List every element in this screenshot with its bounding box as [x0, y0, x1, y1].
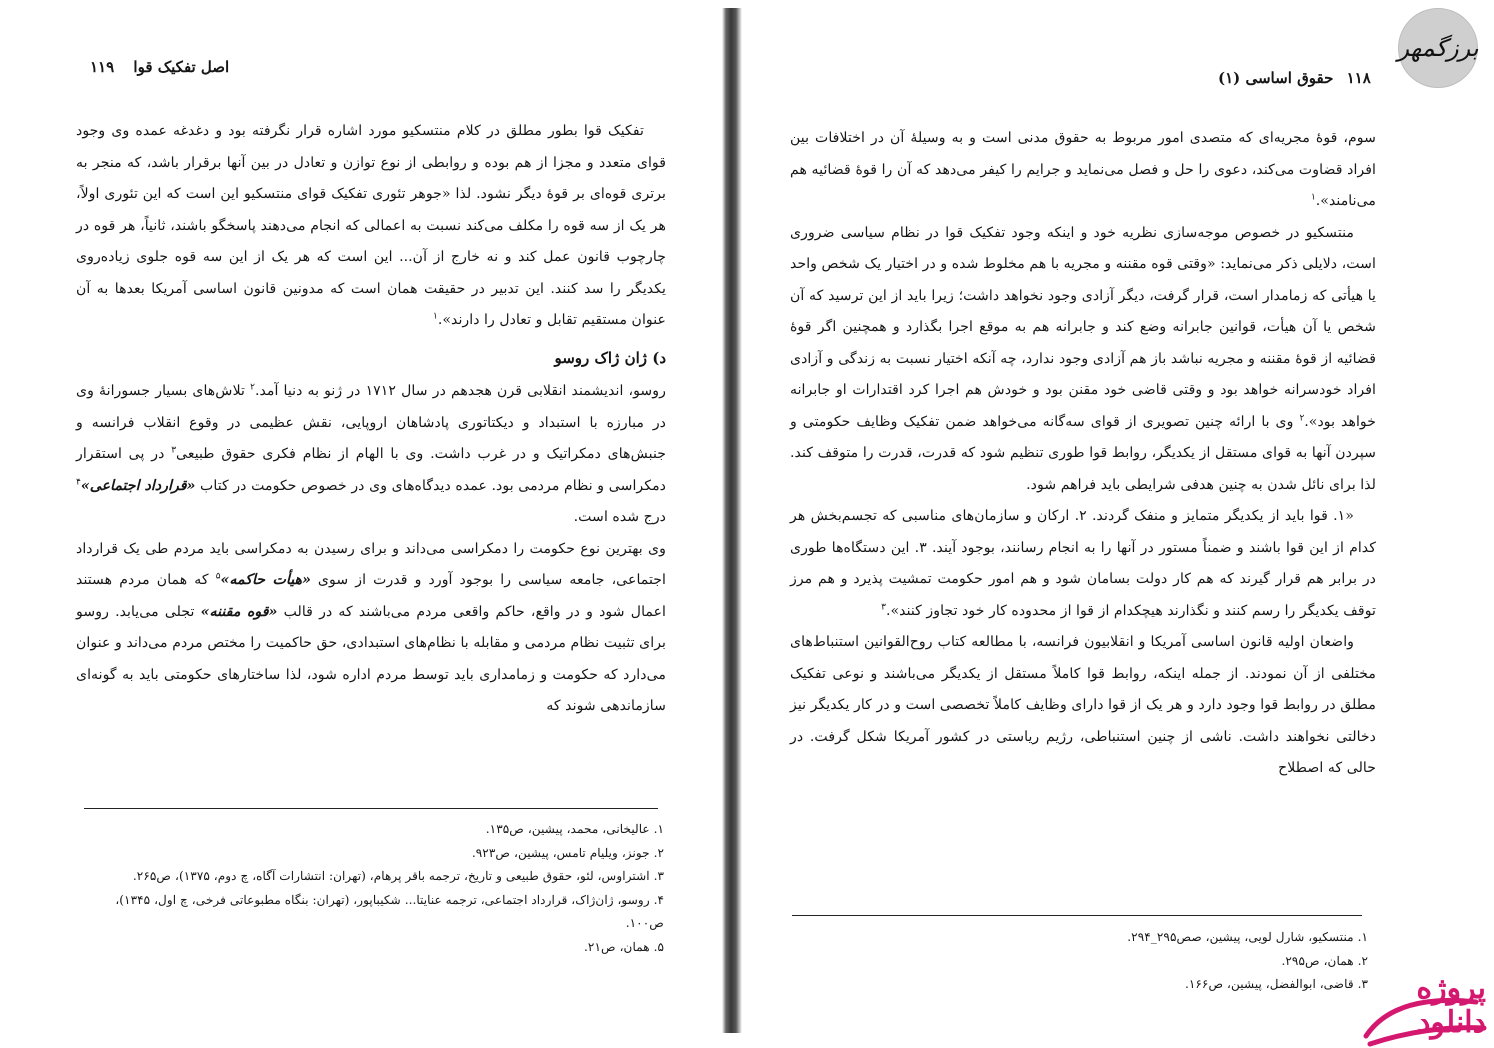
- footnote-mark: ۳: [171, 445, 177, 456]
- footnote: ۲. جونز، ویلیام تامس، پیشین، ص۹۲۳.: [471, 845, 664, 860]
- footnote-divider: [792, 915, 1362, 916]
- paragraph: رو‌سو، اندیشمند انقلابی قرن هجدهم در سال ۱۷۱۲ در ژنو به دنیا آمد.$^۲$ تلاش‌های بسیار جسورانهٔ وی در مبارزه با استبداد و دیکتاتوری پادشاهان اروپایی، نقش عظیمی در وقوع انقلاب فرانسه و جنبش‌های دمکراتیک و در غرب داشت. وی با الهام از نظام فکری حقوق طبیعی$^۳$ در پی استقرار دمکراسی و نظام مردمی بود. عمده دیدگاه‌های وی در خصوص حکومت در کتاب «قرارداد اجتماعی»$^۴$ درج شده است.: [76, 382, 667, 525]
- footnote: ۵. همان، ص۲۱.: [584, 939, 664, 954]
- left-page-number: ۱۱۹: [90, 58, 115, 76]
- footnote: ۱. منتسکیو، شارل لویی، پیشین، صص۲۹۵_۲۹۴.: [1127, 930, 1368, 944]
- watermark: [1356, 966, 1490, 1048]
- right-page-body: [790, 123, 1376, 785]
- footnote-mark: ۱: [1310, 192, 1316, 203]
- footnote: ۳. قاضی، ابوالفضل، پیشین، ص۱۶۶.: [1184, 977, 1368, 991]
- watermark-text: پروژه دانلود: [1416, 971, 1486, 1040]
- footnote-divider: [84, 808, 658, 809]
- section-heading: د) ژان ژاک روسو: [554, 348, 666, 367]
- emphasis-legislative: «قوه مقننه»: [200, 603, 278, 620]
- right-page: [738, 0, 1494, 1048]
- left-page: [0, 0, 720, 1048]
- paragraph: سوم، قوهٔ مجریه‌ای که متصدی امور مربوط به حقوق مدنی است و به وسیلهٔ آن در اختلافات بین افراد قضاوت می‌کند، دعوی را حل و فصل می‌نماید و جرایم را کیفر می‌دهد که آن را قوهٔ قضائیه هم می‌نامند».$^۱$: [790, 130, 1376, 209]
- footnote-mark: ۴: [76, 476, 81, 487]
- footnote: ۱. عالیخانی، محمد، پیشین، ص۱۳۵.: [485, 822, 664, 836]
- left-header-title: اصل تفکیک قوا: [133, 58, 230, 76]
- right-page-header: [1218, 69, 1371, 87]
- footnote: ۴. روسو، ژان‌ژاک، قرارداد اجتماعی، ترجمه عنایتا... شکیباپور، (تهران: بنگاه مطبوعاتی فرخی، چ اول، ۱۳۴۵)، ص۱۰۰.: [115, 892, 664, 930]
- paragraph: وی بهترین نوع حکومت را دمکراسی می‌داند و برای رسیدن به دمکراسی باید مردم طی یک قرارداد اجتماعی، جامعه سیاسی را بوجود آورد و قدرت از سوی «هیأت حاکمه»$^۵$ که همان مردم هستند اعمال شود و در واقع، حاکم واقعی مردم می‌باشند که در قالب «قوه مقننه» تجلی می‌یابد. روسو برای تثبیت نظام مردمی و مقابله با نظام‌های استبدادی، حق حاکمیت را مختص مردم می‌داند و عنوان می‌دارد که حکومت و زمامداری باید توسط مردم اداره شود، لذا ساختارهای حکومتی باید به گونه‌ای سازماندهی شوند که: [76, 540, 666, 714]
- footnote-mark: ۱: [432, 311, 438, 322]
- footnote-mark: ۵: [215, 571, 221, 582]
- footnote-mark: ۲: [1299, 412, 1305, 423]
- footnote: ۳. اشتراوس، لئو، حقوق طبیعی و تاریخ، ترجمه باقر پرهام، (تهران: انتشارات آگاه، چ دوم، ۱۳۷۵)، ص۲۶۵.: [132, 869, 664, 883]
- paragraph: تفکیک قوا بطور مطلق در کلام منتسکیو مورد اشاره قرار نگرفته بود و دغدغه عمده وی وجود قوای متعدد و مجزا از هم بوده و روابطی از نوع توازن و تعادل در بین آنها برقرار باشد، که منجر به برتری قوه‌ای بر قوهٔ دیگر نشود. لذا «جوهر تئوری تفکیک قوای منتسکیو این است که این تئوری اولاً، هر یک از سه قوه را مکلف می‌کند نسبت به اعمالی که انجام می‌دهند پاسخگو باشند، ثانیاً، هر قوه در چارچوب قانون عمل کند و نه خارج از آن... این است که هر یک از این سه قوه جلوی زیاده‌روی یکدیگر را سد کنند. این تدبیر در حقیقت همان است که مدونین قانون اساسی آمریکا بعدها به آن عنوان مستقیم تقابل و تعادل را دارند».$^۱$: [76, 123, 666, 328]
- footnote-mark: ۳: [881, 601, 886, 612]
- paragraph: «۱. قوا باید از یکدیگر متمایز و منفک گردند. ۲. ارکان و سازمان‌های مناسبی که تجسم‌بخش هر کدام از این قوا باشند و ضمناً مستور در آنها را به انجام رسانند، بوجود آیند. ۳. این دستگاه‌ها طوری در برابر هم قرار گیرند که هم کار دولت بسامان شود و هم امور حکومت تمشیت پذیرد و هم مرز توقف یکدیگر را رسم کنند و نگذارند هیچکدام از قوا از محدوده کار خود تجاوز کنند».$^۳$: [790, 508, 1376, 619]
- footnote: ۲. همان، ص۲۹۵.: [1281, 953, 1368, 968]
- right-page-number: ۱۱۸: [1346, 69, 1371, 87]
- left-page-header: [90, 58, 229, 76]
- logo-text: برزگمهر: [1397, 34, 1479, 62]
- paragraph: واضعان اولیه قانون اساسی آمریکا و انقلابیون فرانسه، با مطالعه کتاب روح‌القوانین استنباط‌های مختلفی از آن نمودند. از جمله اینکه، روابط قوا کاملاً مستقل از یکدیگر می‌باشند و نوعی تفکیک مطلق در روابط قوا وجود دارد و هر یک از قوا دارای وظایف کاملاً تخصصی است و در کار یکدیگر نیز دخالتی نخواهند داشت. ناشی از چنین استنباطی، رژیم ریاستی در کشور آمریکا شکل گرفت. در حالی که اصطلاح: [790, 634, 1376, 776]
- paragraph: منتسکیو در خصوص موجه‌سازی نظریه خود و اینکه وجود تفکیک قوا در نظام سیاسی ضروری است، دلایلی ذکر می‌نماید: «وقتی قوه مقننه و مجریه با هم مخلوط شده و در اختیار یک شخص واحد یا هیأتی که زمامدار است، قرار گرفت، دیگر آزادی وجود نخواهد داشت؛ زیرا باید از این ترسید که آن شخص یا آن هیأت، قوانین جابرانه وضع کند و جابرانه هم به موقع اجرا بگذارد و همچنین اگر قوهٔ قضائیه از قوهٔ مقننه و مجریه نباشد باز هم آزادی وجود ندارد، چه آنکه اختیار نسبت به زندگی و آزادی افراد خودسرانه خواهد بود و وقتی قاضی خود مقنن بود و خودش هم اجرا کرد اقتدارات او جابرانه خواهد بود».$^۲$ وی با ارائه چنین تصویری از قوای سه‌گانه می‌خواهد ضمن تفکیک وظایف حکومتی و سپردن آنها به قوای مستقل از یکدیگر، روابط قوا طوری تنظیم شود که قدرت، قدرت را متوقف کند. لذا برای نائل شدن به چنین هدفی شرایطی باید فراهم شود.: [790, 224, 1377, 493]
- footnote-mark: ۲: [250, 382, 255, 393]
- emphasis-governing-body: «هیأت حاکمه»: [220, 572, 311, 588]
- left-page-body: [76, 116, 666, 723]
- right-header-title: حقوق اساسی (۱): [1218, 69, 1334, 87]
- emphasis-book: «قرارداد اجتماعی»: [80, 477, 196, 494]
- left-footnotes: [84, 818, 664, 959]
- publisher-logo: [1398, 8, 1478, 88]
- right-footnotes: [792, 926, 1368, 997]
